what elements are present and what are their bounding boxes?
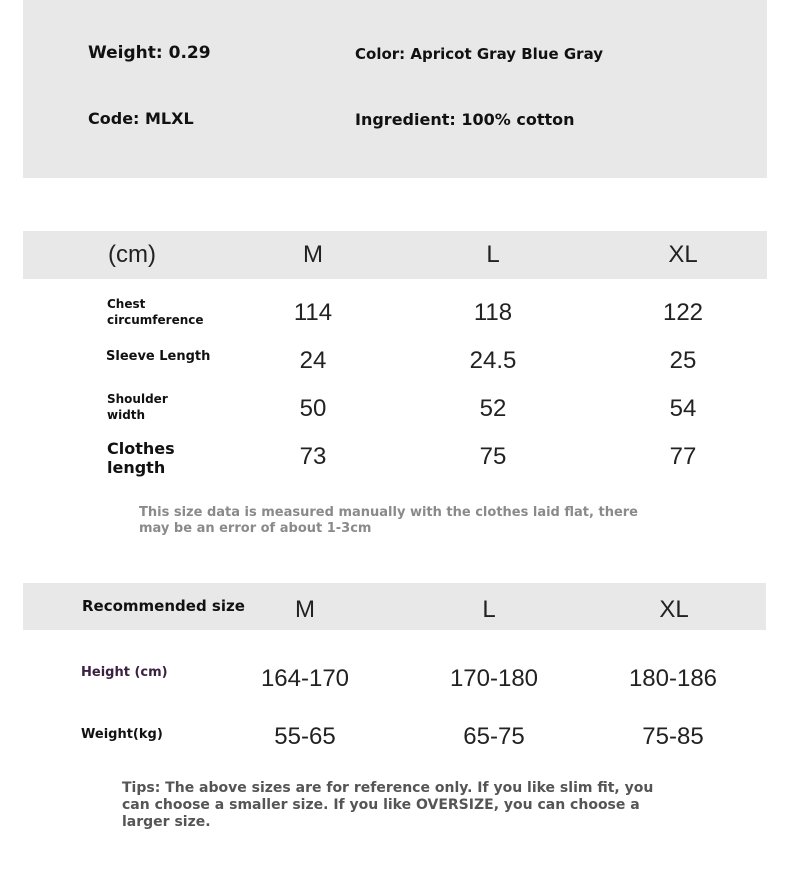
shoulder-m: 50 [299,395,327,422]
sleeve-xl: 25 [669,347,697,374]
clothes-length-l: 75 [479,443,507,470]
row-label-weight: Weight(kg) [81,727,163,742]
chest-l: 118 [473,299,513,326]
spec-code: Code: MLXL [88,109,194,128]
row-label-clothes-length: Clothes length [107,439,175,477]
clothes-length-xl: 77 [669,443,697,470]
chest-m: 114 [293,299,333,326]
weight-xl: 75-85 [642,723,704,750]
size-tips: Tips: The above sizes are for reference only. If you like slim fit, you can choose a smaller size. If you like OVERSIZE, you can choose a larger size. [122,780,654,830]
chest-xl: 122 [662,299,704,326]
row-label-shoulder: Shoulder width [107,392,168,422]
size-col-l: L [486,241,500,268]
spec-ingredient: Ingredient: 100% cotton [355,110,575,129]
sleeve-m: 24 [299,347,327,374]
recommend-col-m: M [295,596,315,623]
spec-weight: Weight: 0.29 [88,43,211,63]
size-col-xl: XL [668,241,698,268]
height-l: 170-180 [449,665,539,692]
row-label-chest: Chest circumference [107,297,204,327]
weight-m: 55-65 [274,723,336,750]
row-label-height: Height (cm) [81,665,168,680]
height-xl: 180-186 [628,665,718,692]
measurement-note: This size data is measured manually with the clothes laid flat, there may be an error of about 1-3cm [139,505,638,536]
spec-color: Color: Apricot Gray Blue Gray [355,45,604,63]
height-m: 164-170 [260,665,350,692]
clothes-length-m: 73 [299,443,327,470]
shoulder-l: 52 [479,395,507,422]
sleeve-l: 24.5 [469,347,517,374]
recommend-header-label: Recommended size [82,597,245,615]
size-col-m: M [303,241,323,268]
product-specs-panel [23,0,767,178]
shoulder-xl: 54 [669,395,697,422]
row-label-sleeve: Sleeve Length [106,349,211,364]
size-unit-header: (cm) [108,241,156,268]
recommend-col-l: L [482,596,496,623]
recommend-col-xl: XL [659,596,689,623]
weight-l: 65-75 [463,723,525,750]
